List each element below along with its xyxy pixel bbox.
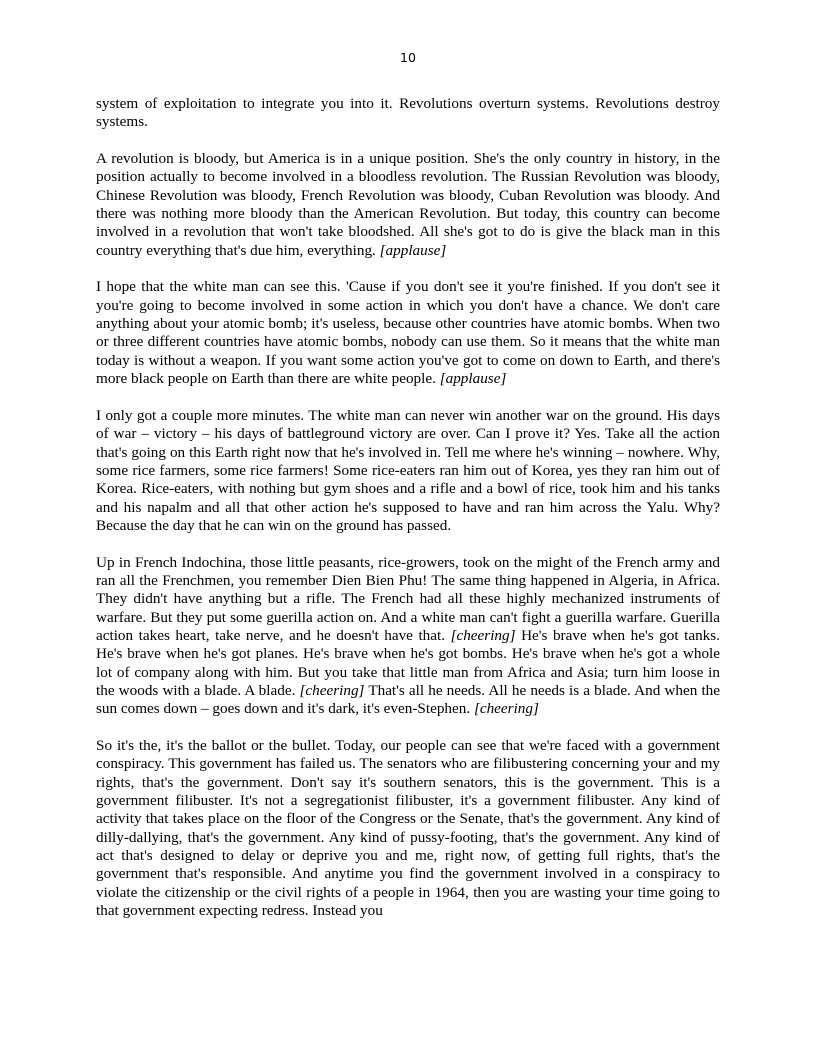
stage-direction: [applause] — [379, 241, 447, 259]
stage-direction: [cheering] — [299, 682, 365, 699]
paragraph-text: I only got a couple more minutes. The white man can never win another war on the ground. His days of war – victory – his days of battleground victory are over. Can I prove it? Yes. Take all the action that's going on this Earth right now that he's involved in. Tell me where he's winning – nowhere. Why, some rice farmers, some rice farmers! Some rice-eaters ran him out of Korea, yes they ran him out of Korea. Rice-eaters, with nothing but gym shoes and a rifle and a bowl of rice, took him and his tanks and his napalm and all that other action he's supposed to have and ran him across the Yalu. Why? Because the day that he can win on the ground has passed. — [96, 406, 720, 534]
paragraph — [96, 737, 720, 920]
paragraph-text: I hope that the white man can see this. 'Cause if you don't see it you're finished. If you don't see it you're going to become involved in some action in which you don't have a chance. We don't care anything about your atomic bomb; it's useless, because other countries have atomic bombs. When two or three different countries have atomic bombs, nobody can use them. So it means that the white man today is without a weapon. If you want some action you've got to come on down to Earth, and there's more black people on Earth than there are white people. — [96, 278, 720, 388]
stage-direction: [cheering] — [473, 700, 539, 718]
page-number: 10 — [400, 50, 416, 65]
stage-direction: [cheering] — [450, 626, 516, 644]
stage-direction: [applause] — [439, 370, 507, 388]
paragraph — [96, 554, 720, 719]
paragraph-text: He's brave when he's got tanks. He's brave when he's got planes. He's brave when he's got bombs. He's brave when he's got a whole lot of company along with him. But you take that little man from Africa and Asia; turn him loose in the woods with a blade. A blade. — [96, 626, 720, 699]
paragraph — [96, 278, 720, 388]
paragraph-text: Up in French Indochina, those little peasants, rice-growers, took on the might of the French army and ran all the Frenchmen, you remember Dien Bien Phu! The same thing happened in Algeria, in Africa. They didn't have anything but a rifle. The French had all these highly mechanized instruments of warfare. But they put some guerilla action on. And a white man can't fight a guerilla warfare. Guerilla action takes heart, take nerve, and he doesn't have that. — [96, 553, 720, 644]
paragraph-text: That's all he needs. All he needs is a blade. And when the sun comes down – goes down and it's dark, it's even-Stephen. — [96, 682, 720, 718]
paragraph — [96, 150, 720, 260]
paragraph-text: A revolution is bloody, but America is in a unique position. She's the only country in history, in the position actually to become involved in a bloodless revolution. The Russian Revolution was bloody, Chinese Revolution was bloody, French Revolution was bloody, Cuban Revolution was bloody. And there was nothing more bloody than the American Revolution. But today, this country can become involved in a revolution that won't take bloodshed. All she's got to do is give the black man in this country everything that's due him, everything. — [96, 150, 720, 259]
paragraph-text: system of exploitation to integrate you into it. Revolutions overturn systems. Revolutions destroy systems. — [96, 95, 720, 131]
speech-transcript-body — [96, 95, 720, 920]
paragraph — [96, 95, 720, 132]
paragraph-text: So it's the, it's the ballot or the bullet. Today, our people can see that we're faced with a government conspiracy. This government has failed us. The senators who are filibustering concerning your and my rights, that's the government. Don't say it's southern senators, this is the government. This is a government filibuster. It's not a segregationist filibuster, it's a government filibuster. Any kind of activity that takes place on the floor of the Congress or the Senate, that's the government. Any kind of dilly-dallying, that's the government. Any kind of pussy-footing, that's the government. Any kind of act that's designed to delay or deprive you and me, right now, of getting full rights, that's the government that's responsible. And anytime you find the government involved in a conspiracy to violate the citizenship or the civil rights of a people in 1964, then you are wasting your time going to that government expecting redress. Instead you — [96, 737, 720, 920]
paragraph — [96, 407, 720, 535]
